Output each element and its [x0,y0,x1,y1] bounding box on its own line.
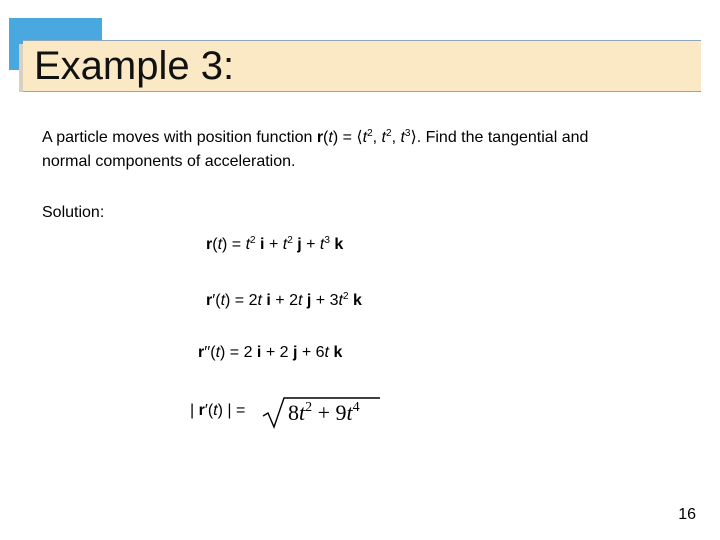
problem-statement [42,122,682,174]
slide-title: Example 3: [34,44,235,88]
solution-label: Solution: [42,204,105,221]
problem-line-2: normal components of acceleration. [42,153,296,170]
equation-acceleration: r′′(t) = 2 i + 2 j + 6t k [198,344,343,361]
speed-sqrt-expression [262,396,382,430]
sqrt-radicand: $8t^2 + 9t^4$ [288,400,360,425]
equation-position: $r(t) = t^2$ $i + t^2$ $j + t^3$ k [206,235,344,253]
equation-speed-lhs: | r′(t) | = [190,402,246,419]
page-number: 16 [678,506,696,523]
equation-velocity: r′(t) = 2t i + 2t $j + 3t^2$ k [206,291,362,309]
problem-line-1: A particle moves with position function $r(t) = ⟨t^2$, $t^2$, $t^3⟩$. Find the tangential and [42,128,589,146]
